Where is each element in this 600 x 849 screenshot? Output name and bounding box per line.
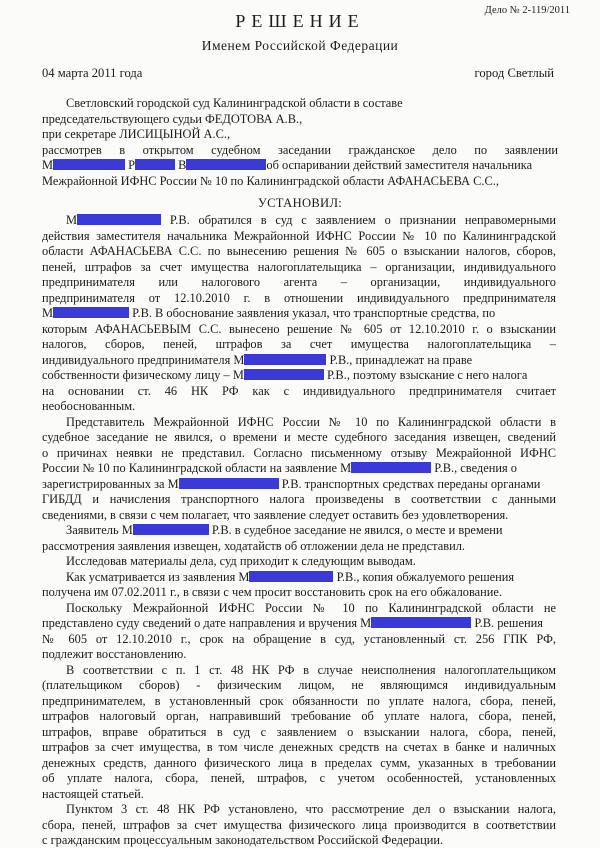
text: М — [66, 213, 78, 227]
body-line: на основании ст. 46 НК РФ как с индивидуального предпринимателя считает — [42, 383, 556, 398]
text: Р.В. в судебное заседание не явился, о месте и времени — [211, 523, 503, 537]
redaction-block — [244, 369, 324, 380]
case-number: Дело № 2-119/2011 — [484, 5, 570, 16]
intro-line-applicant — [42, 158, 558, 174]
body-line: настоящей статьей. — [42, 786, 144, 801]
body-line: рассмотрения заявления извещен, ходатайств об отложении дела не представил. — [42, 538, 465, 553]
redaction-block — [53, 307, 129, 318]
body-line: которым АФАНАСЬЕВЫМ С.С. вынесено решение № 605 от 12.10.2010 г. о взыскании — [42, 321, 556, 336]
body-line: с гражданским процессуальным законодательством Российской Федерации. — [42, 833, 444, 847]
intro-line: рассмотрев в открытом судебном заседании гражданское дело по заявлении — [42, 142, 558, 157]
body-line: подлежит восстановлению. — [42, 647, 187, 661]
body-line: действия заместителя начальника Межрайонной ИФНС России № 10 по Калининградской — [42, 228, 556, 243]
text: Р.В. решения — [474, 616, 543, 630]
body-line: штрафов, вправе обратиться в суд с заявлением о взыскании налога, сбора, пеней, — [42, 724, 556, 739]
text: Р.В., принадлежат на праве — [329, 352, 473, 367]
body-line — [42, 461, 556, 477]
text: Как усматривается из заявления М — [66, 569, 250, 584]
redaction-block — [371, 617, 471, 628]
redaction-block — [244, 354, 326, 365]
body-line: Поскольку Межрайонной ИФНС России № 10 по Калининградской области не — [66, 600, 556, 615]
redaction-block — [133, 524, 209, 535]
body-line: предпринимателя или налогового агента – организации, индивидуального — [42, 275, 556, 289]
body-line: В соответствии с п. 1 ст. 48 НК РФ в случае неисполнения налогоплательщиком — [66, 662, 556, 677]
body-line: области АФАНАСЬЕВА С.С. по вынесению решения № 605 о взыскании налогов, сборов, — [42, 244, 556, 258]
decision-date: 04 марта 2011 года — [42, 66, 143, 80]
text: В — [178, 158, 187, 172]
text: индивидуального предпринимателя М — [42, 352, 245, 367]
text: Р.В., сведения о — [434, 461, 517, 475]
text: об оспаривании действий заместителя начальника — [266, 158, 533, 172]
body-line — [42, 523, 556, 539]
redaction-block — [77, 214, 161, 225]
body-line: предпринимателя от 12.10.2010 г. в отношении индивидуального предпринимателя — [42, 290, 556, 305]
body-line: ГИБДД и начисления транспортного налога произведены в соответствии с данными — [42, 492, 556, 506]
intro-line: при секретаре ЛИСИЦЫНОЙ А.С., — [42, 127, 231, 141]
text: Р.В. транспортных средствах переданы органами — [281, 476, 541, 491]
intro-line: Межрайонной ИФНС России № 10 по Калининградской области АФАНАСЬЕВА С.С., — [42, 173, 499, 188]
body-line: № 605 от 12.10.2010 г., срок на обращение в суд, установленный ст. 256 ГПК РФ, — [42, 631, 556, 646]
body-line: налогов, сборов, пеней, штрафов за счет имущества налогоплательщика – — [42, 337, 556, 351]
body-line — [42, 353, 556, 369]
body-line: сведениями, в связи с чем полагает, что заявление следует оставить без удовлетворения. — [42, 507, 509, 522]
intro-line: председательствующего судьи ФЕДОТОВА А.В., — [42, 111, 303, 126]
body-line: предпринимателем, в установленный срок обязанности по уплате налога, сбора, пеней, — [42, 693, 556, 708]
text: Р.В. В обоснование заявления указал, что транспортные средства, по — [132, 306, 496, 320]
intro-line: Светловский городской суд Калининградской области в составе — [66, 96, 403, 110]
body-line — [42, 616, 556, 632]
redaction-block — [351, 462, 431, 473]
body-line: (плательщиком сборов) - физическим лицом, не являющимся индивидуальным — [42, 678, 556, 692]
body-text — [42, 213, 556, 849]
body-line — [42, 477, 556, 493]
body-line: денежных средств, данного физического лица в пределах сумм, указанных в требовании — [42, 755, 556, 770]
redaction-block — [135, 159, 175, 170]
body-line: Пунктом 3 ст. 48 НК РФ установлено, что рассмотрение дел о взыскании налога, — [66, 802, 556, 816]
intro-block — [42, 96, 558, 189]
redaction-block — [179, 478, 279, 489]
body-line: Представитель Межрайонной ИФНС России № 10 по Калининградской области в — [66, 414, 556, 429]
text: зарегистрированных за М — [42, 476, 179, 491]
section-heading: УСТАНОВИЛ: — [257, 196, 343, 210]
redaction-block — [249, 571, 333, 582]
redaction-block — [186, 159, 266, 170]
text: М — [42, 158, 54, 172]
document-title: РЕШЕНИЕ — [235, 11, 365, 31]
text: России № 10 по Калининградской области на заявление М — [42, 461, 352, 475]
body-line: об уплате налога, сбора, пеней, штрафов, с учетом особенностей, установленных — [42, 771, 556, 785]
text: Р.В., копия обжалуемого решения — [336, 569, 515, 584]
body-line: получена им 07.02.2011 г., в связи с чем просит восстановить срок на его обжалование. — [42, 585, 503, 599]
text: Р.В. обратился в суд с заявлением о признании неправомерными — [169, 213, 556, 227]
text: М — [42, 306, 54, 320]
text: собственности физическому лицу – М — [42, 368, 244, 382]
text: Заявитель М — [66, 523, 133, 537]
text: Р.В., поэтому взыскание с него налога — [326, 368, 528, 382]
body-line: пеней, штрафов за счет имущества налогоплательщика – организации, индивидуального — [42, 259, 556, 274]
decision-city: город Светлый — [474, 66, 554, 80]
body-line: судебное заседание не явился, о времени и месте судебного заседания извещен, сведений — [42, 430, 556, 444]
body-line — [42, 368, 556, 384]
document-subtitle: Именем Российской Федерации — [201, 38, 399, 53]
body-line — [42, 570, 556, 586]
body-line — [42, 213, 556, 229]
text: Р — [128, 158, 136, 172]
body-line — [42, 306, 556, 322]
body-line: необоснованным. — [42, 399, 136, 413]
body-line: штрафов за счет имущества, в том числе денежных средств на счетах в банке и наличных — [42, 740, 556, 754]
body-line: сбора, пеней, штрафов за счет имущества физического лица производится в соответствии — [42, 817, 556, 832]
text: представлено суду сведений о дате направления и вручения М — [42, 616, 372, 630]
body-line: Исследовав материалы дела, суд приходит к следующим выводам. — [66, 554, 416, 568]
body-line: о причинах неявки не представил. Согласно письменному отзыву Межрайонной ИФНС — [42, 445, 556, 460]
body-line: штрафов налоговый орган, направивший требование об уплате налога, сбора, пеней, — [42, 709, 556, 723]
redaction-block — [53, 159, 125, 170]
